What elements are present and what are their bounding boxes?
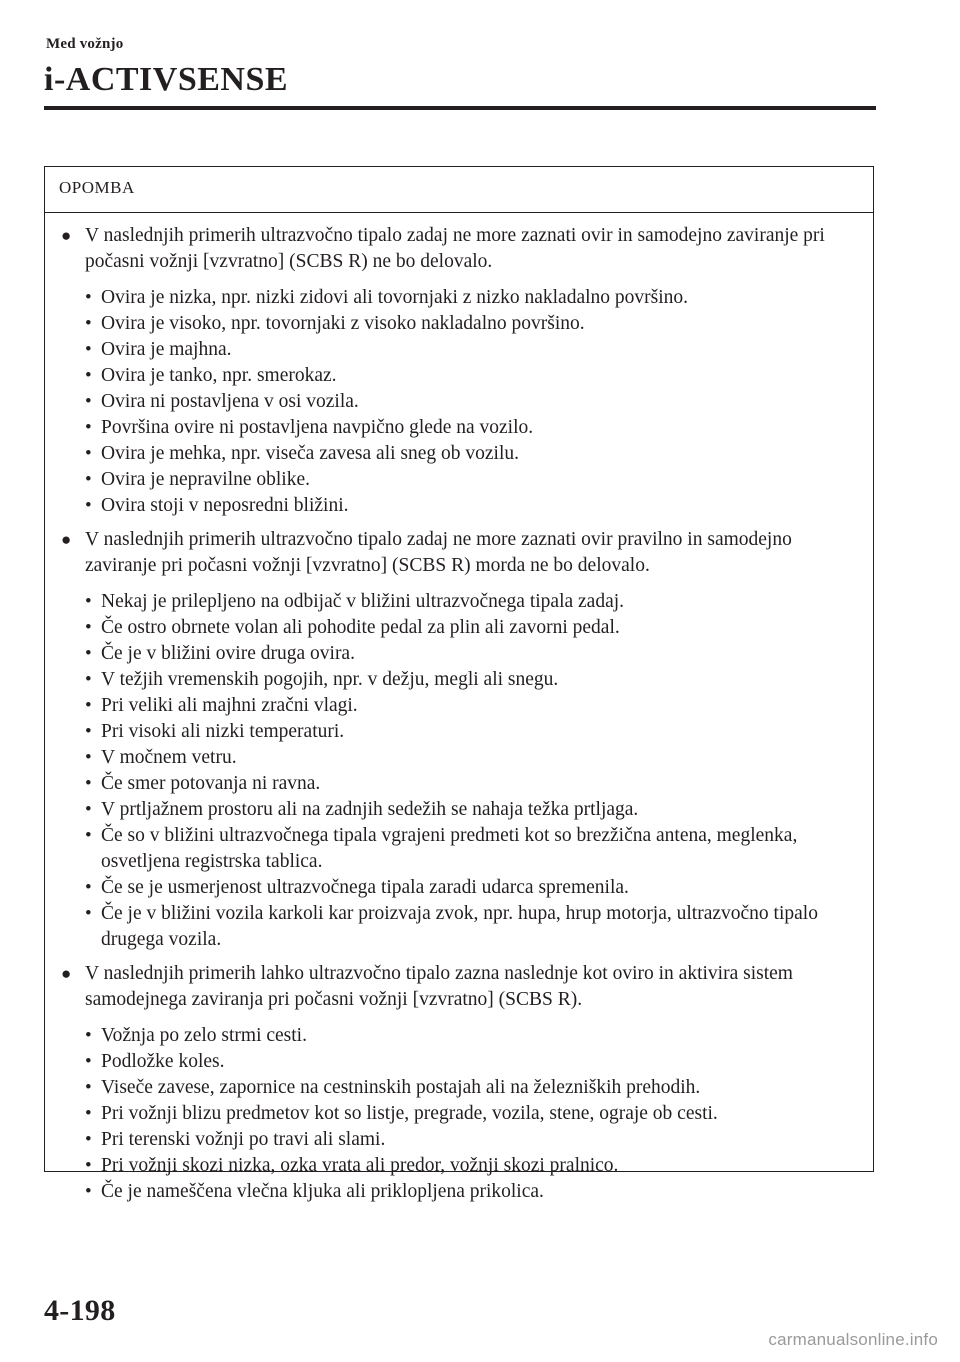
sub-item (85, 667, 857, 693)
sub-item (85, 285, 857, 311)
sub-item (85, 1075, 857, 1101)
sub-bullet-icon: • (85, 747, 92, 768)
sub-bullet-icon: • (85, 417, 92, 438)
sub-item-text: Ovira stoji v neposredni bližini. (101, 495, 349, 516)
sub-bullet-icon: • (85, 1025, 92, 1046)
sub-bullet-icon: • (85, 469, 92, 490)
sub-bullet-icon: • (85, 495, 92, 516)
bullet-icon: ● (61, 964, 72, 983)
sub-item (85, 797, 857, 823)
sub-item (85, 1179, 857, 1205)
sub-item (85, 589, 857, 615)
sub-item (85, 875, 857, 901)
sub-item-text: Pri vožnji skozi nizka, ozka vrata ali predor, vožnji skozi pralnico. (101, 1155, 619, 1176)
sub-item-text: Pri terenski vožnji po travi ali slami. (101, 1129, 386, 1150)
sub-bullet-icon: • (85, 825, 92, 846)
sub-item-text: Ovira ni postavljena v osi vozila. (101, 391, 359, 412)
sub-item-text: Ovira je nepravilne oblike. (101, 469, 311, 490)
sub-item-text: Viseče zavese, zapornice na cestninskih postajah ali na železniških prehodih. (101, 1077, 701, 1098)
sub-list (85, 285, 857, 519)
sub-item-text: V težjih vremenskih pogojih, npr. v dežju, megli ali snegu. (101, 669, 559, 690)
sub-item (85, 441, 857, 467)
sub-item-text: Ovira je nizka, npr. nizki zidovi ali tovornjaki z nizko nakladalno površino. (101, 287, 689, 308)
sub-bullet-icon: • (85, 391, 92, 412)
sub-bullet-icon: • (85, 903, 92, 924)
bullet-icon: ● (61, 226, 72, 245)
sub-item-text: Če smer potovanja ni ravna. (101, 773, 321, 794)
watermark-link[interactable]: carmanualsonline.info (768, 1330, 938, 1349)
sub-bullet-icon: • (85, 799, 92, 820)
note-box (44, 166, 874, 1202)
note-body (45, 213, 873, 1205)
sub-item-text: Če je v bližini vozila karkoli kar proizvaja zvok, npr. hupa, hrup motorja, ultrazvočno tipalo drugega vozila. (101, 903, 818, 950)
sub-item-text: Nekaj je prilepljeno na odbijač v bližini ultrazvočnega tipala zadaj. (101, 591, 625, 612)
sub-bullet-icon: • (85, 313, 92, 334)
sub-bullet-icon: • (85, 443, 92, 464)
sub-item (85, 493, 857, 519)
sub-item (85, 641, 857, 667)
sub-item-text: Če so v bližini ultrazvočnega tipala vgrajeni predmeti kot so brezžična antena, meglenka, osvetljena registrska tablica. (101, 825, 798, 872)
note-item (61, 961, 857, 1205)
sub-item (85, 901, 857, 953)
sub-item (85, 415, 857, 441)
note-item-text: V naslednjih primerih ultrazvočno tipalo zadaj ne more zaznati ovir pravilno in samodejno zaviranje pri počasni vožnji [vzvratno] (SCBS R) morda ne bo delovalo. (85, 529, 792, 576)
sub-item (85, 1049, 857, 1075)
sub-item (85, 311, 857, 337)
sub-item (85, 771, 857, 797)
sub-item-text: Če je nameščena vlečna kljuka ali priklopljena prikolica. (101, 1181, 544, 1202)
sub-item-text: V močnem vetru. (101, 747, 237, 768)
sub-item (85, 467, 857, 493)
sub-item-text: Ovira je visoko, npr. tovornjaki z visoko nakladalno površino. (101, 313, 585, 334)
sub-item-text: Vožnja po zelo strmi cesti. (101, 1025, 307, 1046)
sub-bullet-icon: • (85, 1129, 92, 1150)
sub-item (85, 615, 857, 641)
sub-bullet-icon: • (85, 695, 92, 716)
note-item-text: V naslednjih primerih lahko ultrazvočno tipalo zazna naslednje kot oviro in aktivira sistem samodejnega zaviranja pri počasni vožnji [vzvratno] (SCBS R). (85, 963, 793, 1010)
sub-item-text: Če je v bližini ovire druga ovira. (101, 643, 355, 664)
sub-bullet-icon: • (85, 287, 92, 308)
sub-bullet-icon: • (85, 773, 92, 794)
page-number: 4-198 (44, 1294, 116, 1327)
sub-item-text: Površina ovire ni postavljena navpično glede na vozilo. (101, 417, 534, 438)
sub-item-text: Ovira je majhna. (101, 339, 232, 360)
sub-bullet-icon: • (85, 877, 92, 898)
sub-item (85, 337, 857, 363)
sub-item-text: V prtljažnem prostoru ali na zadnjih sedežih se nahaja težka prtljaga. (101, 799, 639, 820)
sub-bullet-icon: • (85, 339, 92, 360)
sub-item (85, 823, 857, 875)
note-title: OPOMBA (45, 167, 873, 213)
sub-item-text: Ovira je mehka, npr. viseča zavesa ali sneg ob vozilu. (101, 443, 520, 464)
sub-bullet-icon: • (85, 1103, 92, 1124)
sub-item (85, 1101, 857, 1127)
sub-bullet-icon: • (85, 669, 92, 690)
sub-item (85, 719, 857, 745)
sub-list (85, 589, 857, 953)
sub-item (85, 389, 857, 415)
sub-item (85, 745, 857, 771)
sub-bullet-icon: • (85, 721, 92, 742)
sub-bullet-icon: • (85, 1051, 92, 1072)
sub-bullet-icon: • (85, 1155, 92, 1176)
note-item (61, 223, 857, 519)
sub-item (85, 1153, 857, 1179)
chapter-title: i-ACTIVSENSE (44, 61, 289, 98)
sub-item (85, 363, 857, 389)
sub-item (85, 693, 857, 719)
sub-item-text: Pri visoki ali nizki temperaturi. (101, 721, 345, 742)
sub-bullet-icon: • (85, 617, 92, 638)
sub-bullet-icon: • (85, 591, 92, 612)
sub-item-text: Če se je usmerjenost ultrazvočnega tipala zaradi udarca spremenila. (101, 877, 629, 898)
sub-item (85, 1127, 857, 1153)
sub-item-text: Pri vožnji blizu predmetov kot so listje, pregrade, vozila, stene, ograje ob cesti. (101, 1103, 718, 1124)
bullet-icon: ● (61, 530, 72, 549)
section-label: Med vožnjo (46, 36, 124, 52)
sub-item (85, 1023, 857, 1049)
sub-bullet-icon: • (85, 365, 92, 386)
sub-item-text: Pri veliki ali majhni zračni vlagi. (101, 695, 358, 716)
note-item-text: V naslednjih primerih ultrazvočno tipalo zadaj ne more zaznati ovir in samodejno zaviranje pri počasni vožnji [vzvratno] (SCBS R) ne bo delovalo. (85, 225, 825, 272)
header-rule (44, 106, 876, 110)
sub-item-text: Podložke koles. (101, 1051, 225, 1072)
sub-bullet-icon: • (85, 1077, 92, 1098)
sub-item-text: Ovira je tanko, npr. smerokaz. (101, 365, 337, 386)
note-item (61, 527, 857, 953)
sub-bullet-icon: • (85, 1181, 92, 1202)
sub-item-text: Če ostro obrnete volan ali pohodite pedal za plin ali zavorni pedal. (101, 617, 620, 638)
sub-bullet-icon: • (85, 643, 92, 664)
sub-list (85, 1023, 857, 1205)
